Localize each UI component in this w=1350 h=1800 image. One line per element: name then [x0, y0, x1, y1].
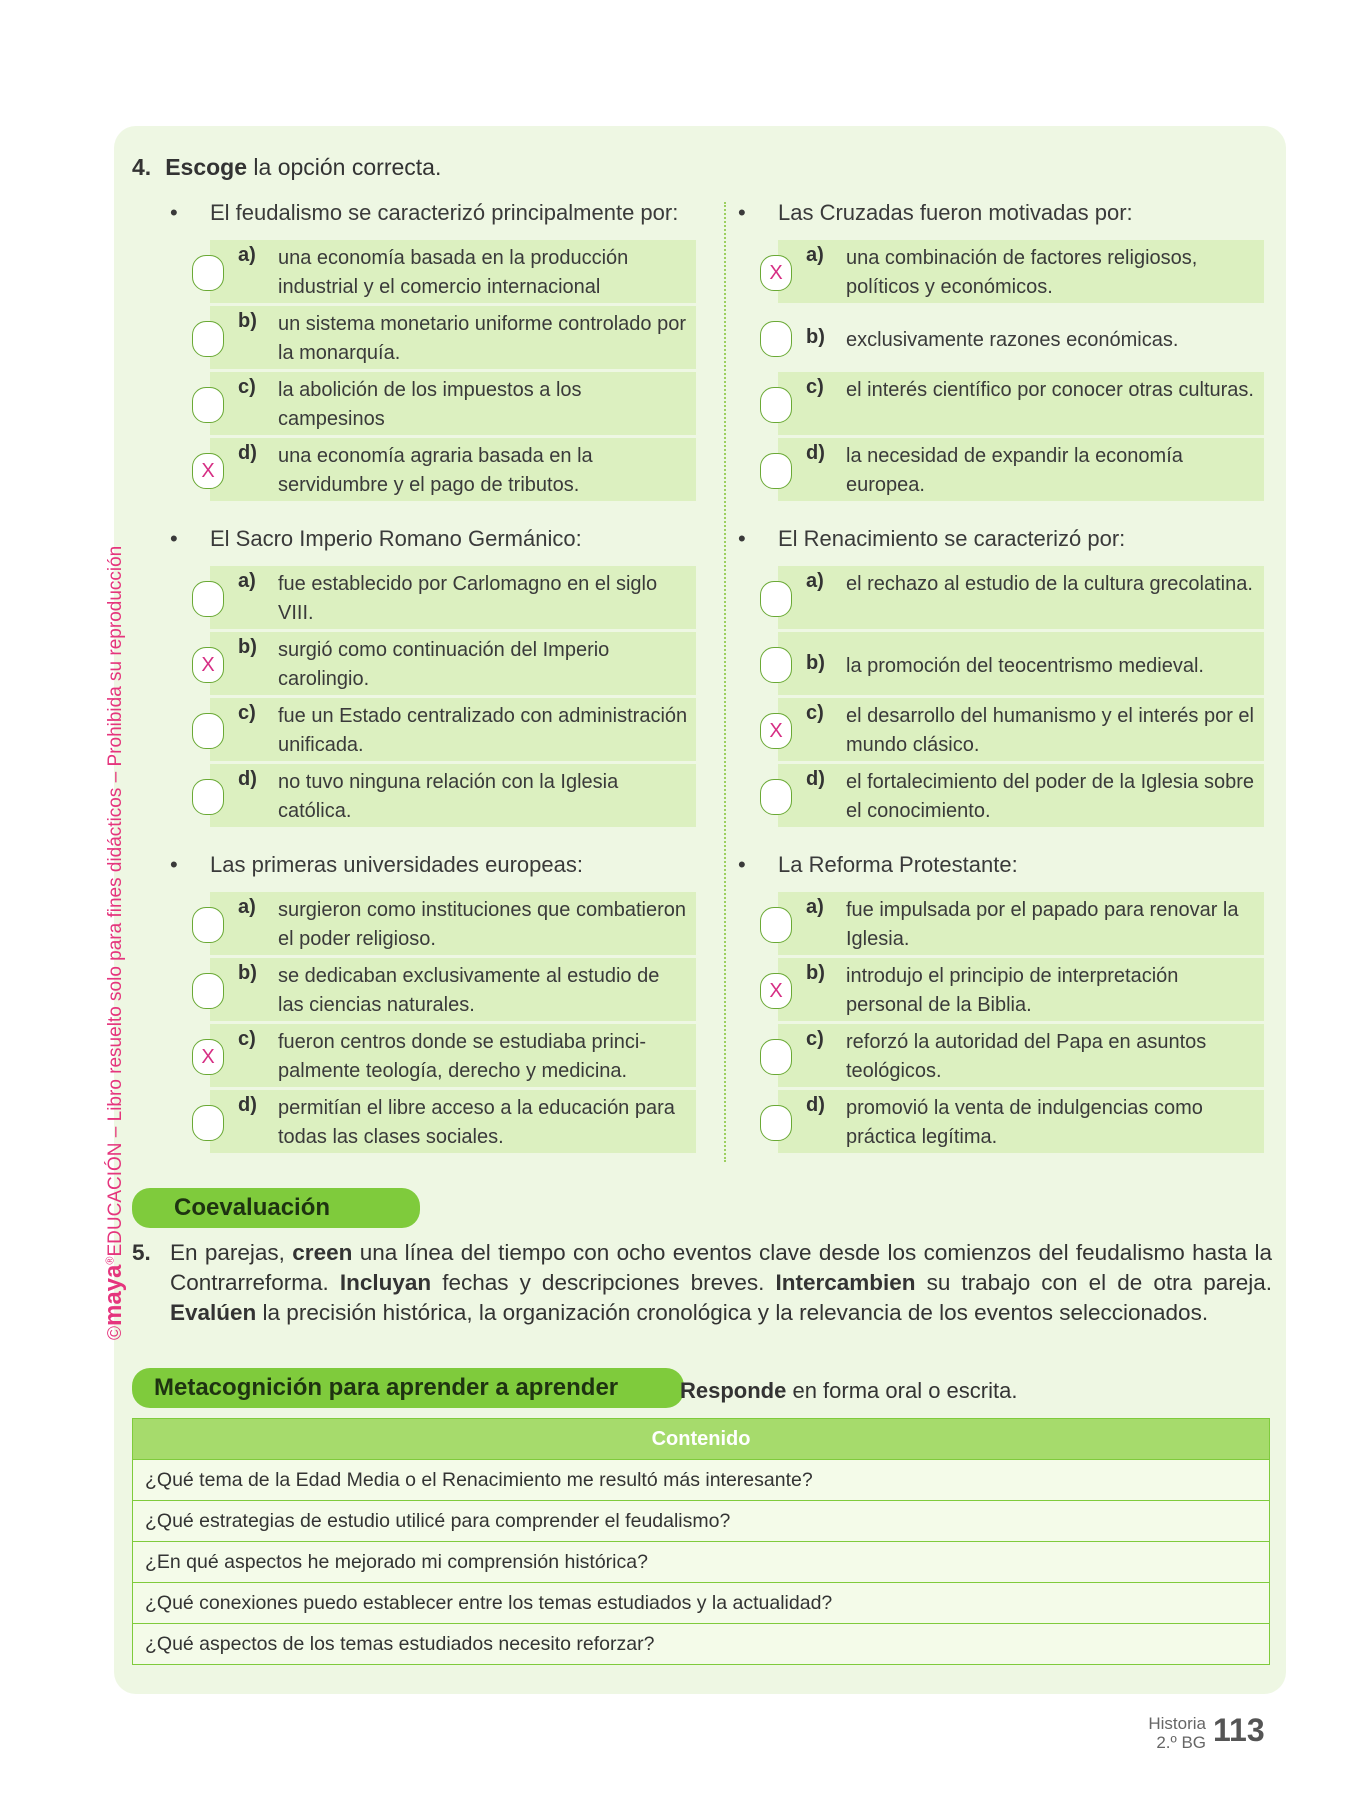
page-number: 113 [1213, 1712, 1265, 1748]
option-c[interactable]: c) la abolición de los impuestos a los campesinos [210, 372, 724, 435]
answer-circle[interactable] [760, 647, 792, 683]
option-d[interactable]: d) promovió la venta de indulgencias como práctica legítima. [778, 1090, 1292, 1153]
option-a[interactable]: a) fue impulsada por el papado para renovar la Iglesia. [778, 892, 1292, 955]
answer-circle[interactable] [192, 973, 224, 1009]
question-group-feudalismo [170, 200, 724, 504]
table-row: ¿Qué estrategias de estudio utilicé para comprender el feudalismo? [133, 1500, 1269, 1541]
option-a[interactable]: a) surgieron como instituciones que combatieron el poder religioso. [210, 892, 724, 955]
answer-circle[interactable] [192, 713, 224, 749]
option-b[interactable]: X b) surgió como continuación del Imperio carolingio. [210, 632, 724, 695]
option-b[interactable]: b) exclusivamente razones económicas. [778, 306, 1292, 369]
question-5-text: En parejas, creen una línea del tiempo con ocho eventos clave desde los comienzos del feudalismo hasta la Contrarreforma. Incluyan fechas y descripciones breves. Intercambien su trabajo con el de otra pareja. Evalúen la precisión histórica, la organización cronológica y la relevancia de los eventos seleccionados. [170, 1240, 1272, 1325]
table-row: ¿Qué conexiones puedo establecer entre los temas estudiados y la actualidad? [133, 1582, 1269, 1623]
question-5 [132, 1238, 1272, 1328]
option-d[interactable]: d) permitían el libre acceso a la educación para todas las clases sociales. [210, 1090, 724, 1153]
answer-circle[interactable]: X [192, 1039, 224, 1075]
option-c[interactable]: c) fue un Estado centralizado con administración unificada. [210, 698, 724, 761]
answer-circle[interactable] [760, 581, 792, 617]
option-d[interactable]: d) no tuvo ninguna relación con la Iglesia católica. [210, 764, 724, 827]
table-header: Contenido [133, 1419, 1269, 1459]
bullet: • [738, 852, 746, 877]
responde-instruction: Responde en forma oral o escrita. [680, 1378, 1018, 1403]
answer-circle[interactable]: X [760, 255, 792, 291]
answer-circle[interactable] [760, 779, 792, 815]
question-stem: • El Renacimiento se caracterizó por: [738, 526, 1126, 551]
question-stem: • Las primeras universidades europeas: [170, 852, 583, 877]
option-c[interactable]: X c) fueron centros donde se estudiaba princi- palmente teología, derecho y medicina. [210, 1024, 724, 1087]
answer-circle[interactable] [760, 907, 792, 943]
option-b[interactable]: b) la promoción del teocentrismo medieval. [778, 632, 1292, 695]
table-row: ¿En qué aspectos he mejorado mi comprensión histórica? [133, 1541, 1269, 1582]
question-stem: • El Sacro Imperio Romano Germánico: [170, 526, 582, 551]
question-group-reforma [738, 852, 1292, 1156]
answer-circle[interactable] [760, 453, 792, 489]
option-a[interactable]: a) una economía basada en la producción industrial y el comercio internacional [210, 240, 724, 303]
answer-circle[interactable]: X [760, 973, 792, 1009]
answer-circle[interactable] [192, 321, 224, 357]
answer-circle[interactable] [760, 1105, 792, 1141]
question-group-renacimiento [738, 526, 1292, 830]
bullet: • [170, 200, 178, 225]
option-b[interactable]: X b) introdujo el principio de interpretación personal de la Biblia. [778, 958, 1292, 1021]
answer-circle[interactable]: X [760, 713, 792, 749]
bullet: • [738, 526, 746, 551]
question-4-heading [132, 154, 441, 181]
option-c[interactable]: X c) el desarrollo del humanismo y el interés por el mundo clásico. [778, 698, 1292, 761]
option-a[interactable]: a) el rechazo al estudio de la cultura grecolatina. [778, 566, 1292, 629]
copyright-vertical-text: ©maya®EDUCACIÓN – Libro resuelto solo para fines didácticos – Prohibida su reproducción [100, 545, 127, 1340]
answer-circle[interactable] [192, 387, 224, 423]
answer-circle[interactable]: X [192, 453, 224, 489]
question-instruction: la opción correcta. [247, 154, 442, 180]
option-b[interactable]: b) un sistema monetario uniforme controlado por la monarquía. [210, 306, 724, 369]
option-a[interactable]: a) fue establecido por Carlomagno en el siglo VIII. [210, 566, 724, 629]
answer-circle[interactable] [192, 1105, 224, 1141]
metacognicion-label: Metacognición para aprender a aprender [132, 1368, 684, 1408]
answer-circle[interactable] [192, 255, 224, 291]
answer-circle[interactable] [760, 1039, 792, 1075]
option-d[interactable]: d) la necesidad de expandir la economía europea. [778, 438, 1292, 501]
question-number: 4. [132, 154, 152, 180]
coevaluacion-label: Coevaluación [132, 1188, 420, 1228]
option-b[interactable]: b) se dedicaban exclusivamente al estudio de las ciencias naturales. [210, 958, 724, 1021]
question-number: 5. [132, 1240, 151, 1265]
bullet: • [170, 852, 178, 877]
question-group-cruzadas [738, 200, 1292, 504]
question-stem: • El feudalismo se caracterizó principalmente por: [170, 200, 679, 225]
question-group-sacro-imperio [170, 526, 724, 830]
answer-circle[interactable] [760, 387, 792, 423]
option-d[interactable]: d) el fortalecimiento del poder de la Iglesia sobre el conocimiento. [778, 764, 1292, 827]
option-d[interactable]: X d) una economía agraria basada en la servidumbre y el pago de tributos. [210, 438, 724, 501]
bullet: • [170, 526, 178, 551]
question-group-universidades [170, 852, 724, 1156]
table-row: ¿Qué tema de la Edad Media o el Renacimiento me resultó más interesante? [133, 1459, 1269, 1500]
question-stem: • Las Cruzadas fueron motivadas por: [738, 200, 1133, 225]
option-a[interactable]: X a) una combinación de factores religiosos, políticos y económicos. [778, 240, 1292, 303]
metacognition-table [132, 1418, 1270, 1665]
footer-subject: Historia 2.º BG [1148, 1714, 1206, 1752]
question-verb: Escoge [165, 154, 248, 180]
column-divider [724, 202, 726, 1162]
table-row: ¿Qué aspectos de los temas estudiados necesito reforzar? [133, 1623, 1269, 1664]
answer-circle[interactable]: X [192, 647, 224, 683]
question-stem: • La Reforma Protestante: [738, 852, 1018, 877]
answer-circle[interactable] [760, 321, 792, 357]
answer-circle[interactable] [192, 581, 224, 617]
option-c[interactable]: c) el interés científico por conocer otras culturas. [778, 372, 1292, 435]
answer-circle[interactable] [192, 779, 224, 815]
option-c[interactable]: c) reforzó la autoridad del Papa en asuntos teológicos. [778, 1024, 1292, 1087]
bullet: • [738, 200, 746, 225]
answer-circle[interactable] [192, 907, 224, 943]
